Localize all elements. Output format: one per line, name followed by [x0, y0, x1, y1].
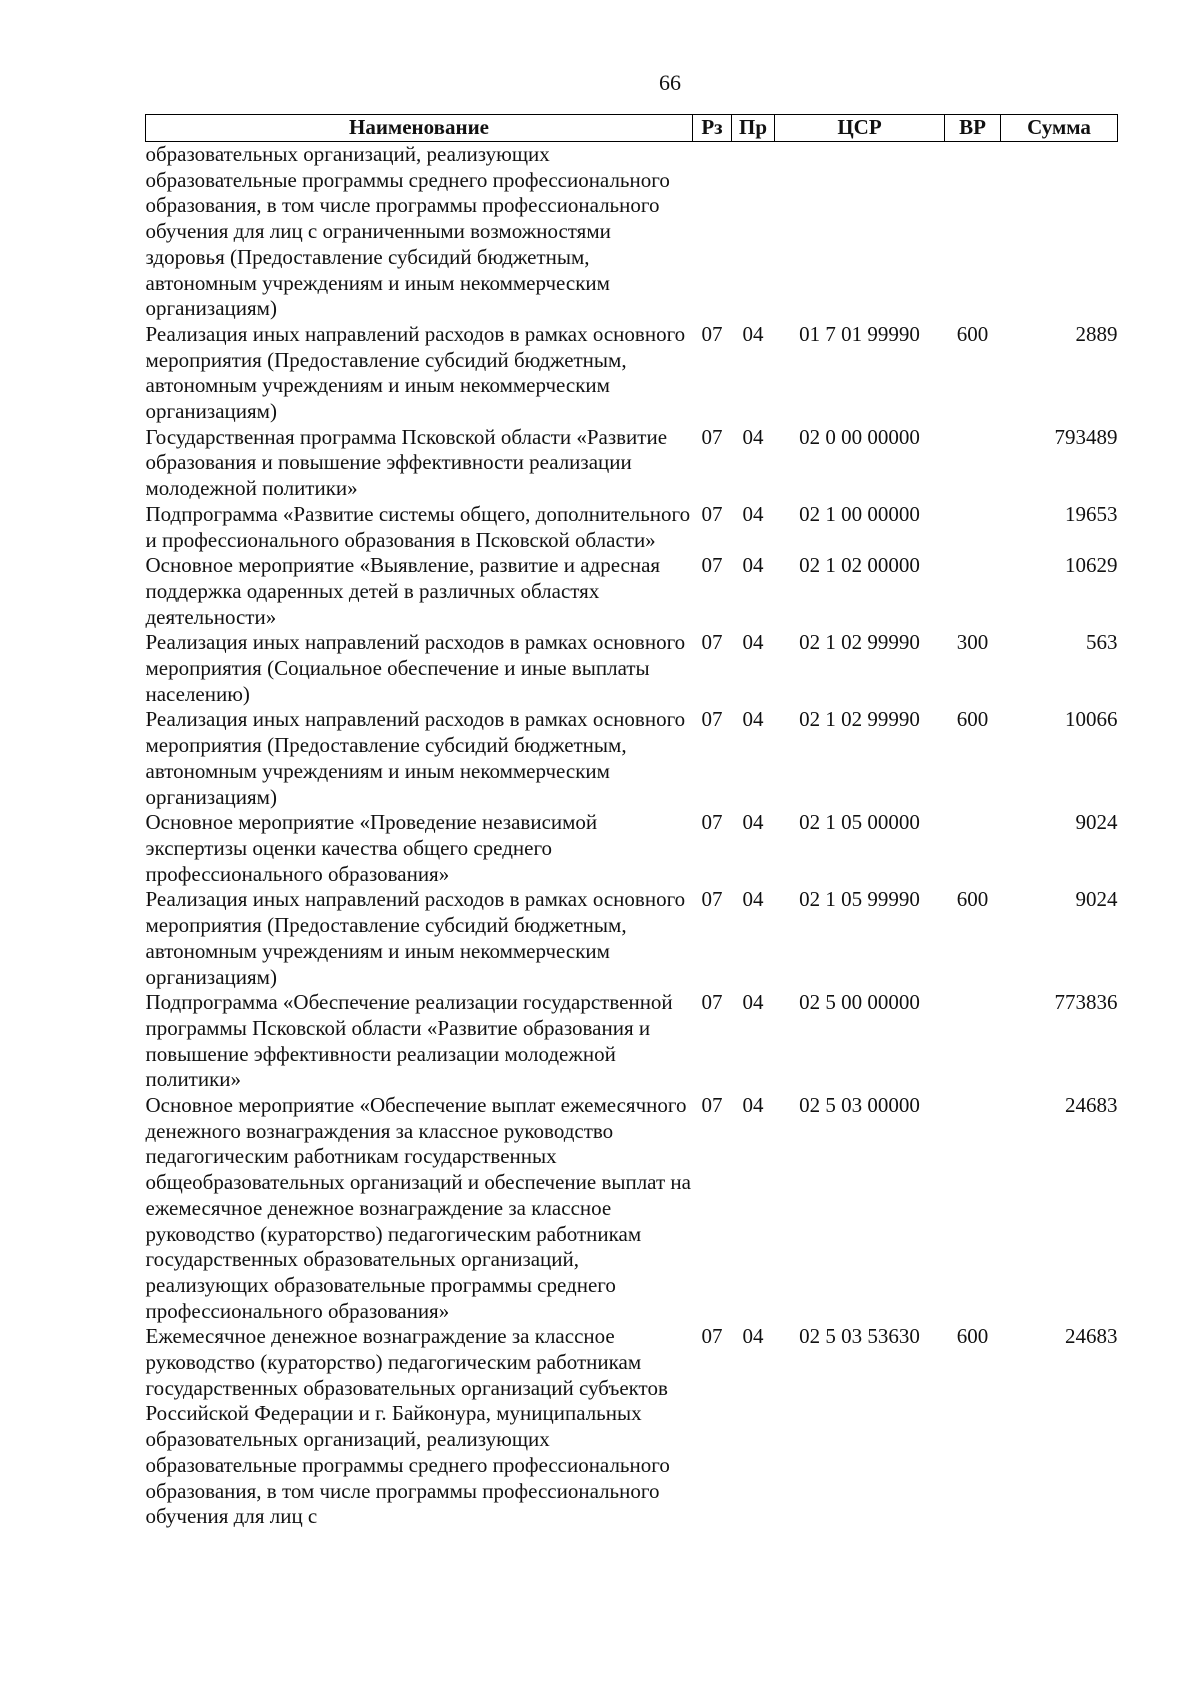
row-vr: [945, 502, 1001, 553]
row-pr: 04: [742, 887, 764, 912]
row-rz: 07: [701, 810, 723, 835]
header-vr: ВР: [945, 115, 1001, 142]
header-sum: Сумма: [1001, 115, 1118, 142]
row-pr: 04: [742, 707, 764, 732]
table-header: [146, 115, 1118, 142]
row-name: Подпрограмма «Развитие системы общего, дополнительного и профессионального образования в Псковской области»: [145, 501, 691, 552]
row-rz: 07: [701, 424, 723, 449]
row-vr: 600: [956, 887, 989, 912]
row-sum: 24683: [1065, 1093, 1118, 1118]
table-row: [146, 887, 1118, 990]
row-rz: 07: [701, 1324, 723, 1349]
row-sum: 793489: [1054, 424, 1118, 449]
table-row: [146, 630, 1118, 707]
row-rz: 07: [701, 501, 723, 526]
row-vr: 600: [956, 707, 989, 732]
row-pr: 04: [742, 501, 764, 526]
row-rz: 07: [701, 990, 723, 1015]
row-name: Реализация иных направлений расходов в рамках основного мероприятия (Предоставление субсидий бюджетным, автономным учреждениям и иным некоммерческим организациям): [145, 887, 686, 989]
row-sum: 773836: [1054, 990, 1118, 1015]
row-name: Государственная программа Псковской области «Развитие образования и повышение эффективности реализации молодежной политики»: [145, 424, 668, 501]
row-vr: 600: [956, 321, 989, 346]
row-vr: [945, 1093, 1001, 1324]
row-vr: 600: [956, 1324, 989, 1349]
budget-table: [145, 114, 1118, 1530]
row-csr: 02 5 03 53630: [799, 1324, 920, 1349]
row-name: Ежемесячное денежное вознаграждение за классное руководство (кураторство) педагогическим работникам государственных образовательных организаций субъектов Российской Федерации и г. Байконура, муниципальных образовательных организаций, реализующих образовательные программы среднего профессионального образования, в том числе программы профессионального обучения для лиц с: [145, 1324, 670, 1529]
header-pr: Пр: [732, 115, 775, 142]
row-csr: 01 7 01 99990: [799, 321, 920, 346]
row-csr: 02 5 03 00000: [799, 1093, 920, 1118]
page-number: 66: [659, 70, 681, 95]
row-rz: 07: [701, 630, 723, 655]
row-vr: [945, 553, 1001, 630]
row-sum: 10066: [1065, 707, 1118, 732]
row-vr: [945, 810, 1001, 887]
row-pr: 04: [742, 1093, 764, 1118]
row-sum: 9024: [1075, 810, 1118, 835]
header-csr: ЦСР: [775, 115, 945, 142]
row-name: Реализация иных направлений расходов в рамках основного мероприятия (Предоставление субсидий бюджетным, автономным учреждениям и иным некоммерческим организациям): [145, 707, 686, 809]
row-sum: 563: [1086, 630, 1118, 655]
row-csr: 02 0 00 00000: [799, 424, 920, 449]
row-rz: 07: [701, 1093, 723, 1118]
table-row: [146, 810, 1118, 887]
table-row: [146, 1093, 1118, 1324]
table-row: [146, 553, 1118, 630]
row-rz: 07: [701, 321, 723, 346]
row-csr: 02 1 00 00000: [799, 501, 920, 526]
row-sum: 2889: [1075, 321, 1118, 346]
row-vr: [945, 990, 1001, 1093]
row-csr: 02 1 05 99990: [799, 887, 920, 912]
row-name: Основное мероприятие «Выявление, развитие и адресная поддержка одаренных детей в различных областях деятельности»: [145, 553, 661, 629]
row-rz: 07: [701, 553, 723, 578]
row-sum: 19653: [1065, 501, 1118, 526]
table-body: [146, 142, 1118, 1530]
row-pr: 04: [742, 990, 764, 1015]
row-csr: 02 1 05 00000: [799, 810, 920, 835]
row-pr: 04: [742, 553, 764, 578]
row-pr: 04: [742, 1324, 764, 1349]
table-row: [146, 990, 1118, 1093]
row-sum: 10629: [1065, 553, 1118, 578]
row-csr: 02 1 02 99990: [799, 630, 920, 655]
row-sum: 9024: [1075, 887, 1118, 912]
row-name: Основное мероприятие «Проведение независимой экспертизы оценки качества общего среднего профессионального образования»: [145, 810, 598, 886]
row-name: Реализация иных направлений расходов в рамках основного мероприятия (Социальное обеспечение и иные выплаты населению): [145, 630, 686, 706]
header-name: Наименование: [146, 115, 693, 142]
continuation-name: образовательных организаций, реализующих образовательные программы среднего профессионального образования, в том числе программы профессионального обучения для лиц с ограниченными возможностями здоровья (Предоставление субсидий бюджетным, автономным учреждениям и иным некоммерческим организациям): [145, 142, 670, 321]
row-pr: 04: [742, 630, 764, 655]
header-rz: Рз: [693, 115, 732, 142]
row-name: Основное мероприятие «Обеспечение выплат ежемесячного денежного вознаграждения за классное руководство педагогическим работникам государственных общеобразовательных организаций и обеспечение выплат на ежемесячное денежное вознаграждение за классное руководство (кураторство) педагогическим работникам государственных образовательных организаций, реализующих образовательные программы среднего профессионального образования»: [145, 1093, 691, 1323]
row-name: Реализация иных направлений расходов в рамках основного мероприятия (Предоставление субсидий бюджетным, автономным учреждениям и иным некоммерческим организациям): [145, 321, 686, 424]
row-pr: 04: [742, 424, 764, 449]
row-vr: [945, 425, 1001, 502]
continuation-row: [146, 142, 1118, 322]
row-pr: 04: [742, 321, 764, 346]
table-row: [146, 425, 1118, 502]
row-csr: 02 1 02 00000: [799, 553, 920, 578]
table-row: [146, 707, 1118, 810]
row-rz: 07: [701, 707, 723, 732]
table-row: [146, 322, 1118, 425]
table-row: [146, 1324, 1118, 1530]
row-vr: 300: [956, 630, 989, 655]
row-rz: 07: [701, 887, 723, 912]
row-sum: 24683: [1065, 1324, 1118, 1349]
row-csr: 02 1 02 99990: [799, 707, 920, 732]
row-pr: 04: [742, 810, 764, 835]
table-row: [146, 502, 1118, 553]
row-name: Подпрограмма «Обеспечение реализации государственной программы Псковской области «Развитие образования и повышение эффективности реализации молодежной политики»: [145, 990, 673, 1092]
row-csr: 02 5 00 00000: [799, 990, 920, 1015]
